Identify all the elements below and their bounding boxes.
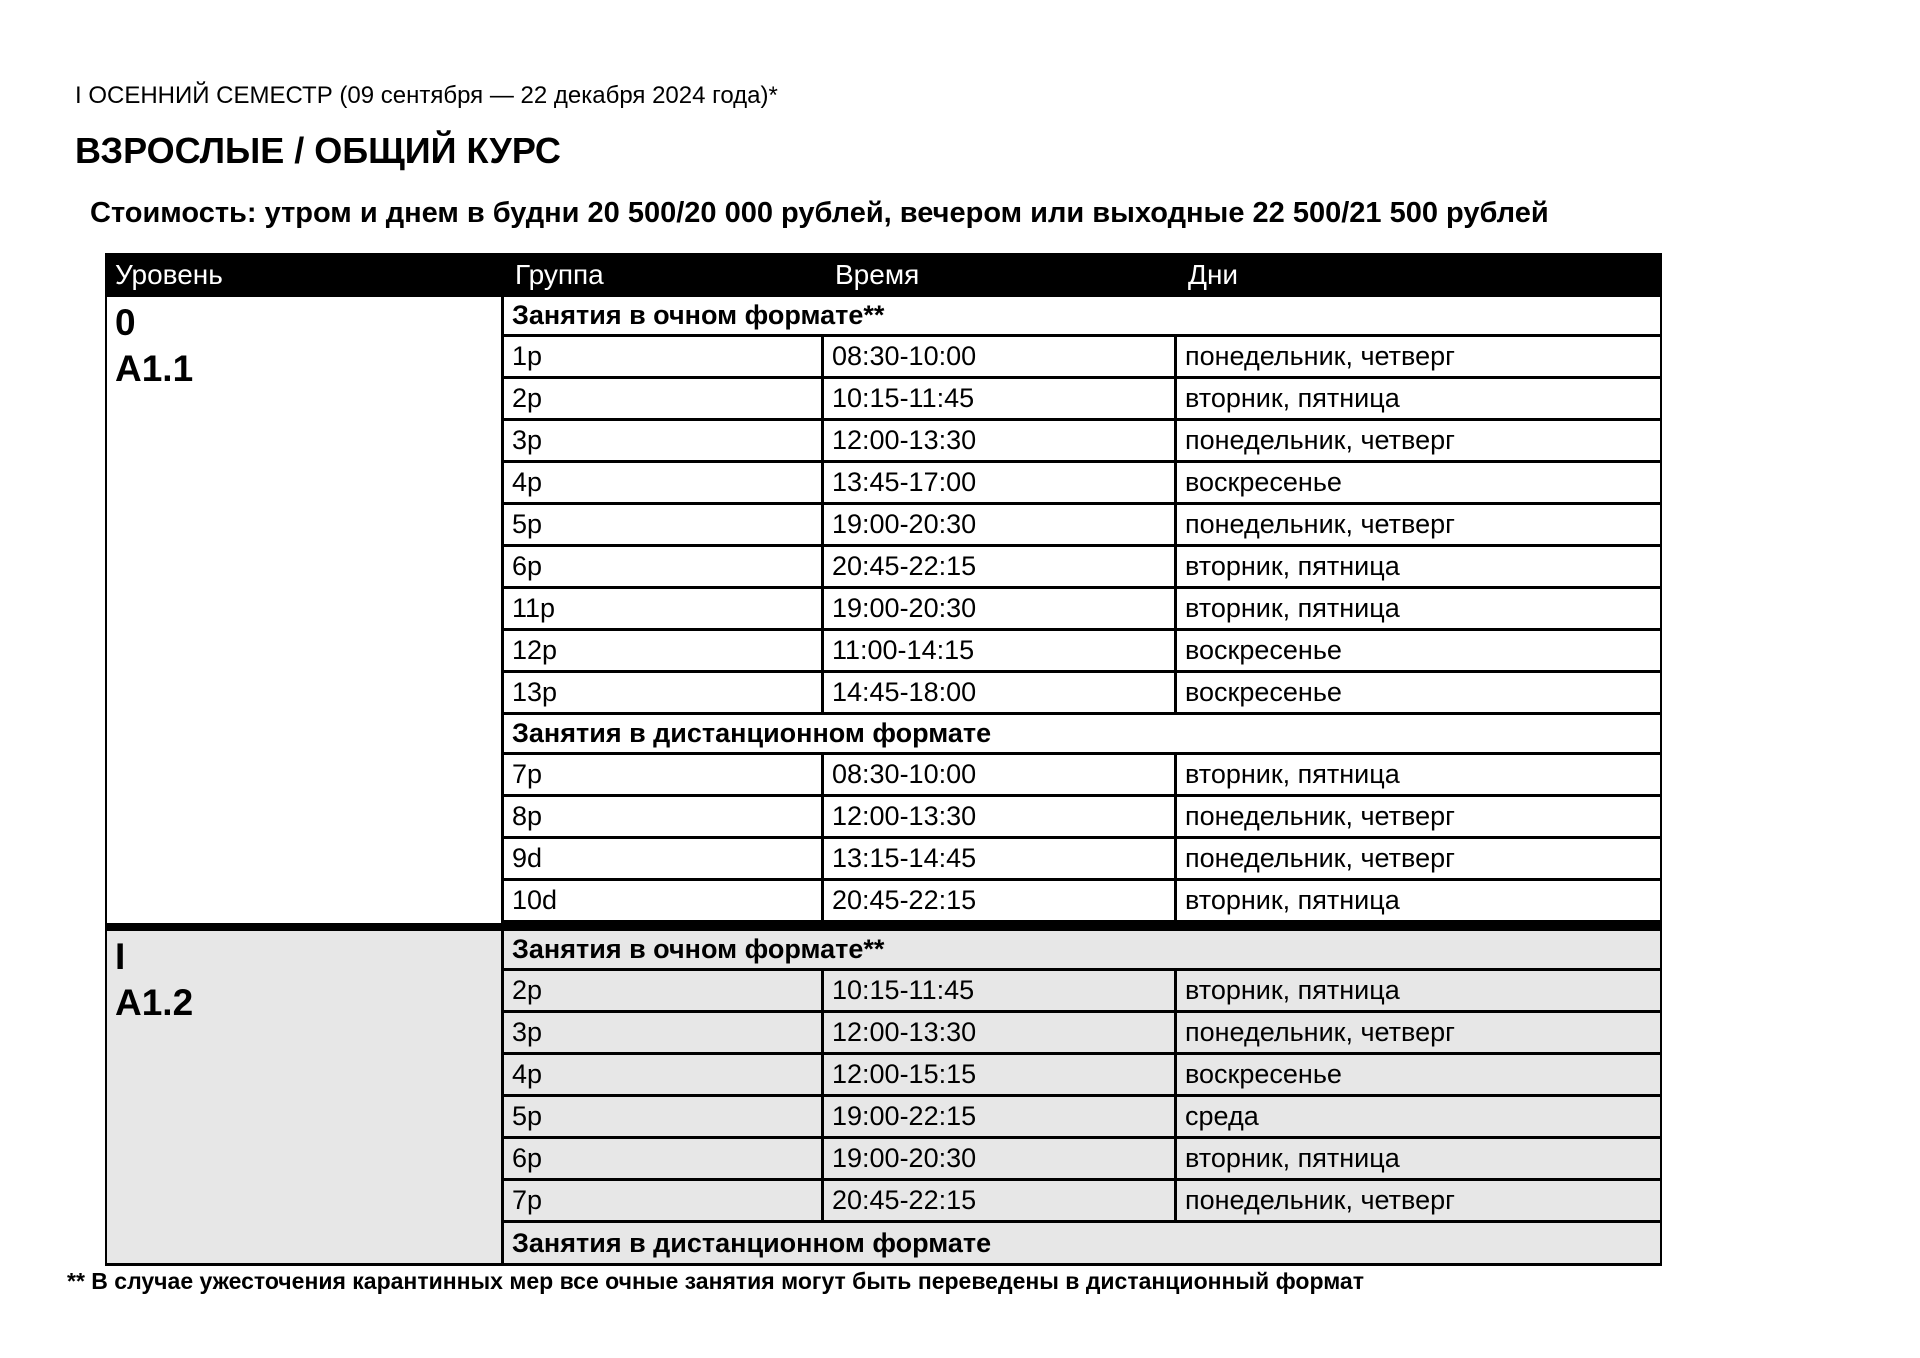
- group-cell: 7р: [504, 1181, 824, 1220]
- group-cell: 4р: [504, 463, 824, 502]
- time-cell: 08:30-10:00: [824, 337, 1177, 376]
- level-cell: [107, 931, 504, 1263]
- days-cell: вторник, пятница: [1185, 975, 1400, 1005]
- group-cell: 3р: [504, 421, 824, 460]
- time-cell: 20:45-22:15: [824, 1181, 1177, 1220]
- group-cell: 2р: [504, 379, 824, 418]
- table-row: [504, 673, 1660, 715]
- days-cell: понедельник, четверг: [1185, 425, 1455, 455]
- group-cell: 7р: [504, 755, 824, 794]
- table-row: [504, 463, 1660, 505]
- time-cell: 10:15-11:45: [824, 971, 1177, 1010]
- level-code: I: [115, 936, 126, 977]
- days-cell: понедельник, четверг: [1185, 1017, 1455, 1047]
- schedule-table: [105, 253, 1662, 1266]
- section-divider: [107, 923, 1660, 931]
- days-cell: среда: [1185, 1101, 1259, 1131]
- level-section-a1-2: [107, 931, 1660, 1263]
- price-line: Стоимость: утром и днем в будни 20 500/20 000 рублей, вечером или выходные 22 500/21 500 рублей: [90, 197, 1549, 229]
- level-name: A1.1: [115, 348, 194, 389]
- time-cell: 14:45-18:00: [824, 673, 1177, 712]
- time-cell: 12:00-13:30: [824, 421, 1177, 460]
- days-cell: воскресенье: [1185, 467, 1342, 497]
- format-subheader: Занятия в дистанционном формате: [504, 715, 1660, 755]
- time-cell: 12:00-15:15: [824, 1055, 1177, 1094]
- days-cell: воскресенье: [1185, 635, 1342, 665]
- days-cell: вторник, пятница: [1185, 759, 1400, 789]
- group-cell: 10d: [504, 881, 824, 920]
- time-cell: 10:15-11:45: [824, 379, 1177, 418]
- time-cell: 20:45-22:15: [824, 881, 1177, 920]
- table-row: [504, 421, 1660, 463]
- table-row: [504, 1181, 1660, 1223]
- time-cell: 19:00-22:15: [824, 1097, 1177, 1136]
- time-cell: 19:00-20:30: [824, 1139, 1177, 1178]
- table-row: [504, 505, 1660, 547]
- table-row: [504, 379, 1660, 421]
- days-cell: вторник, пятница: [1185, 1143, 1400, 1173]
- semester-title: I ОСЕННИЙ СЕМЕСТР (09 сентября — 22 декабря 2024 года)*: [75, 82, 778, 109]
- table-row: [504, 547, 1660, 589]
- group-cell: 8р: [504, 797, 824, 836]
- group-cell: 9d: [504, 839, 824, 878]
- group-cell: 6р: [504, 547, 824, 586]
- format-subheader: Занятия в дистанционном формате: [504, 1223, 1660, 1263]
- table-row: [504, 337, 1660, 379]
- level-section-a1-1: [107, 297, 1660, 923]
- table-row: [504, 971, 1660, 1013]
- days-cell: вторник, пятница: [1185, 885, 1400, 915]
- table-row: [504, 1139, 1660, 1181]
- table-row: [504, 589, 1660, 631]
- group-cell: 2р: [504, 971, 824, 1010]
- level-cell: [107, 297, 504, 923]
- days-cell: воскресенье: [1185, 1059, 1342, 1089]
- footnote: ** В случае ужесточения карантинных мер все очные занятия могут быть переведены в дистанционный формат: [67, 1268, 1364, 1294]
- level-name: A1.2: [115, 982, 194, 1023]
- time-cell: 08:30-10:00: [824, 755, 1177, 794]
- level-code: 0: [115, 302, 136, 343]
- time-cell: 11:00-14:15: [824, 631, 1177, 670]
- table-row: [504, 1097, 1660, 1139]
- time-cell: 20:45-22:15: [824, 547, 1177, 586]
- days-cell: вторник, пятница: [1185, 551, 1400, 581]
- format-subheader: Занятия в очном формате**: [504, 931, 1660, 971]
- table-row: [504, 797, 1660, 839]
- group-cell: 1р: [504, 337, 824, 376]
- section-rows: [504, 931, 1660, 1263]
- group-cell: 12р: [504, 631, 824, 670]
- days-cell: воскресенье: [1185, 677, 1342, 707]
- table-row: [504, 631, 1660, 673]
- days-cell: понедельник, четверг: [1185, 843, 1455, 873]
- group-cell: 3р: [504, 1013, 824, 1052]
- time-cell: 12:00-13:30: [824, 797, 1177, 836]
- days-cell: вторник, пятница: [1185, 593, 1400, 623]
- time-cell: 12:00-13:30: [824, 1013, 1177, 1052]
- group-cell: 6р: [504, 1139, 824, 1178]
- column-header-time: Время: [835, 259, 920, 290]
- days-cell: понедельник, четверг: [1185, 1185, 1455, 1215]
- column-header-level: Уровень: [115, 259, 223, 290]
- section-rows: [504, 297, 1660, 923]
- group-cell: 11р: [504, 589, 824, 628]
- table-row: [504, 1055, 1660, 1097]
- group-cell: 5р: [504, 505, 824, 544]
- time-cell: 13:15-14:45: [824, 839, 1177, 878]
- days-cell: понедельник, четверг: [1185, 341, 1455, 371]
- group-cell: 13р: [504, 673, 824, 712]
- group-cell: 5р: [504, 1097, 824, 1136]
- format-subheader: Занятия в очном формате**: [504, 297, 1660, 337]
- column-header-group: Группа: [515, 259, 604, 290]
- course-heading: ВЗРОСЛЫЕ / ОБЩИЙ КУРС: [75, 130, 561, 171]
- time-cell: 13:45-17:00: [824, 463, 1177, 502]
- table-row: [504, 839, 1660, 881]
- group-cell: 4р: [504, 1055, 824, 1094]
- days-cell: понедельник, четверг: [1185, 509, 1455, 539]
- table-row: [504, 1013, 1660, 1055]
- table-header-row: [107, 253, 1660, 297]
- days-cell: вторник, пятница: [1185, 383, 1400, 413]
- days-cell: понедельник, четверг: [1185, 801, 1455, 831]
- time-cell: 19:00-20:30: [824, 589, 1177, 628]
- table-row: [504, 755, 1660, 797]
- table-row: [504, 881, 1660, 923]
- column-header-days: Дни: [1188, 259, 1239, 290]
- time-cell: 19:00-20:30: [824, 505, 1177, 544]
